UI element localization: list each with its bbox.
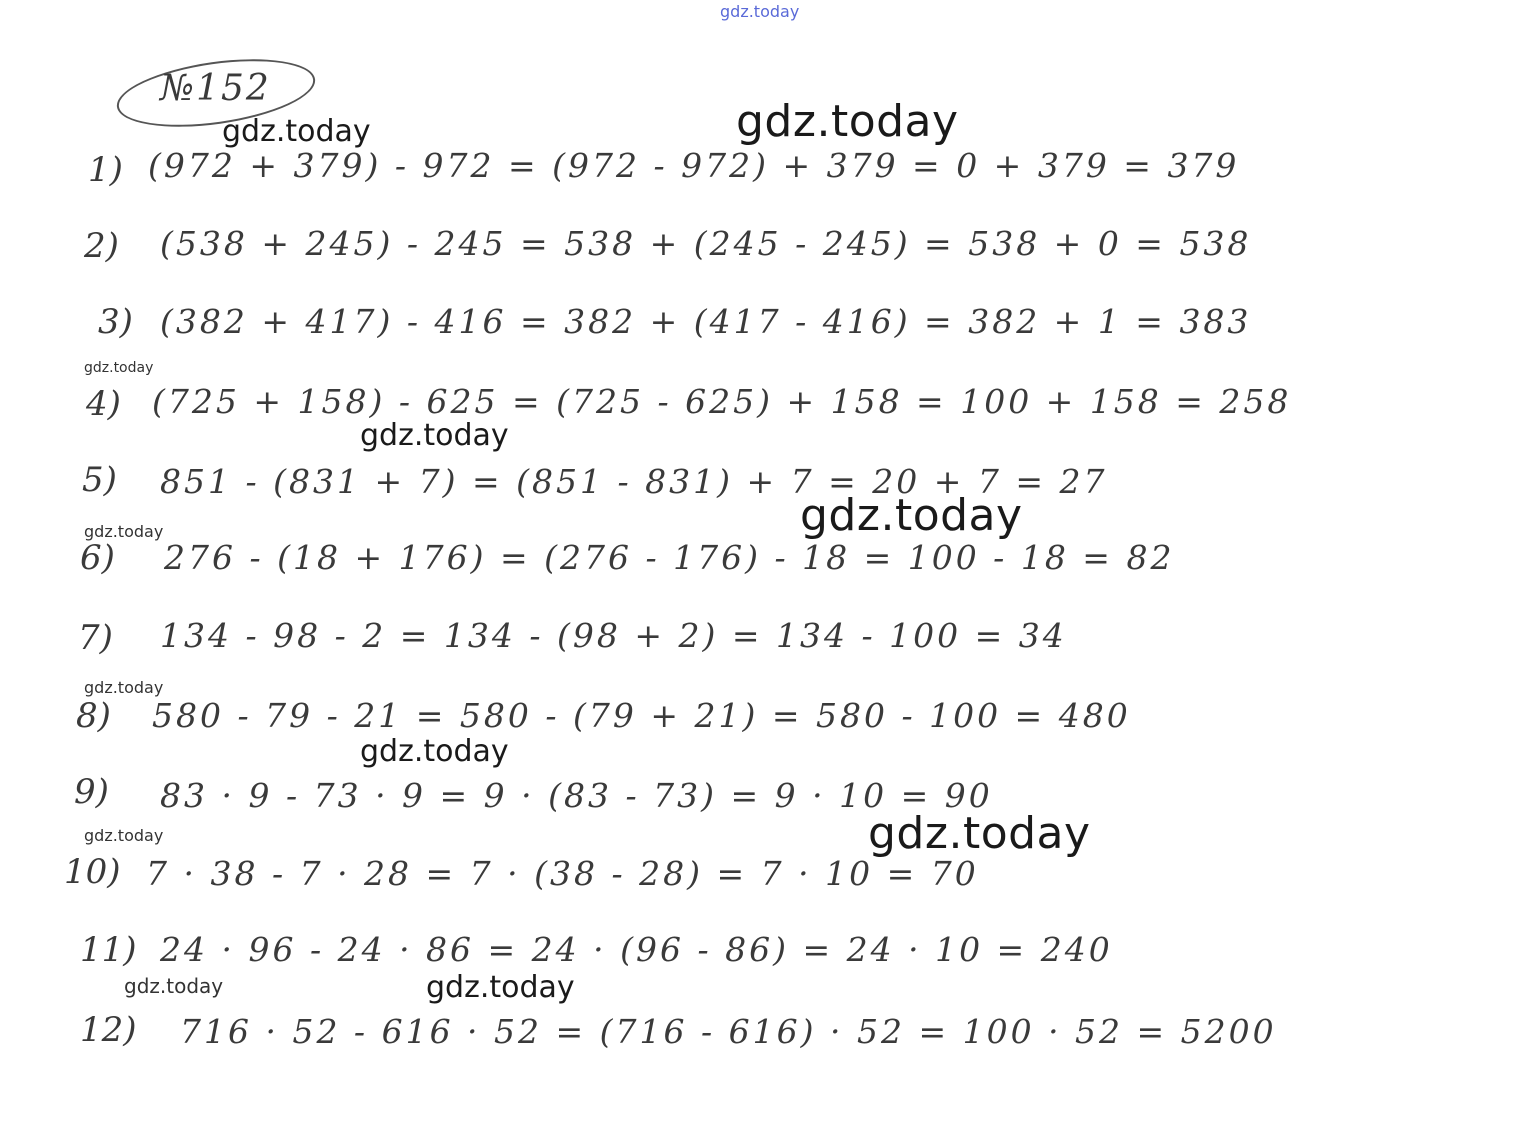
equation-line-12: 716 · 52 - 616 · 52 = (716 - 616) · 52 = 100 · 52 = 5200 (180, 1012, 1277, 1051)
watermark: gdz.today (84, 522, 164, 541)
line-index-8: 8) (76, 696, 111, 736)
equation-line-5: 851 - (831 + 7) = (851 - 831) + 7 = 20 + 7 = 27 (160, 462, 1108, 501)
line-index-9: 9) (74, 772, 109, 812)
top-watermark: gdz.today (720, 2, 800, 21)
equation-line-3: (382 + 417) - 416 = 382 + (417 - 416) = 382 + 1 = 383 (160, 302, 1252, 341)
equation-line-10: 7 · 38 - 7 · 28 = 7 · (38 - 28) = 7 · 10 = 70 (146, 854, 979, 893)
equation-line-9: 83 · 9 - 73 · 9 = 9 · (83 - 73) = 9 · 10 = 90 (160, 776, 993, 815)
watermark: gdz.today (84, 826, 164, 845)
line-index-6: 6) (80, 538, 115, 578)
equation-line-2: (538 + 245) - 245 = 538 + (245 - 245) = 538 + 0 = 538 (160, 224, 1252, 263)
watermark: gdz.today (426, 970, 575, 1005)
line-index-2: 2) (84, 226, 119, 266)
equation-line-6: 276 - (18 + 176) = (276 - 176) - 18 = 100 - 18 = 82 (164, 538, 1175, 577)
line-index-4: 4) (86, 384, 121, 424)
watermark: gdz.today (736, 96, 959, 147)
problem-number: №152 (160, 68, 271, 109)
line-index-3: 3) (98, 302, 133, 342)
watermark: gdz.today (360, 734, 509, 769)
watermark: gdz.today (222, 114, 371, 149)
line-index-7: 7) (78, 618, 113, 658)
watermark: gdz.today (84, 678, 164, 697)
equation-line-4: (725 + 158) - 625 = (725 - 625) + 158 = 100 + 158 = 258 (152, 382, 1292, 421)
line-index-10: 10) (64, 852, 121, 892)
line-index-11: 11) (80, 930, 137, 970)
watermark: gdz.today (124, 974, 224, 998)
line-index-5: 5) (82, 460, 117, 500)
watermark: gdz.today (868, 808, 1091, 859)
line-index-12: 12) (80, 1010, 137, 1050)
equation-line-8: 580 - 79 - 21 = 580 - (79 + 21) = 580 - 100 = 480 (152, 696, 1131, 735)
equation-line-11: 24 · 96 - 24 · 86 = 24 · (96 - 86) = 24 · 10 = 240 (160, 930, 1113, 969)
watermark: gdz.today (800, 490, 1023, 541)
watermark: gdz.today (84, 360, 154, 376)
line-index-1: 1) (88, 150, 123, 190)
equation-line-7: 134 - 98 - 2 = 134 - (98 + 2) = 134 - 100 = 34 (160, 616, 1067, 655)
equation-line-1: (972 + 379) - 972 = (972 - 972) + 379 = 0 + 379 = 379 (148, 146, 1240, 185)
watermark: gdz.today (360, 418, 509, 453)
